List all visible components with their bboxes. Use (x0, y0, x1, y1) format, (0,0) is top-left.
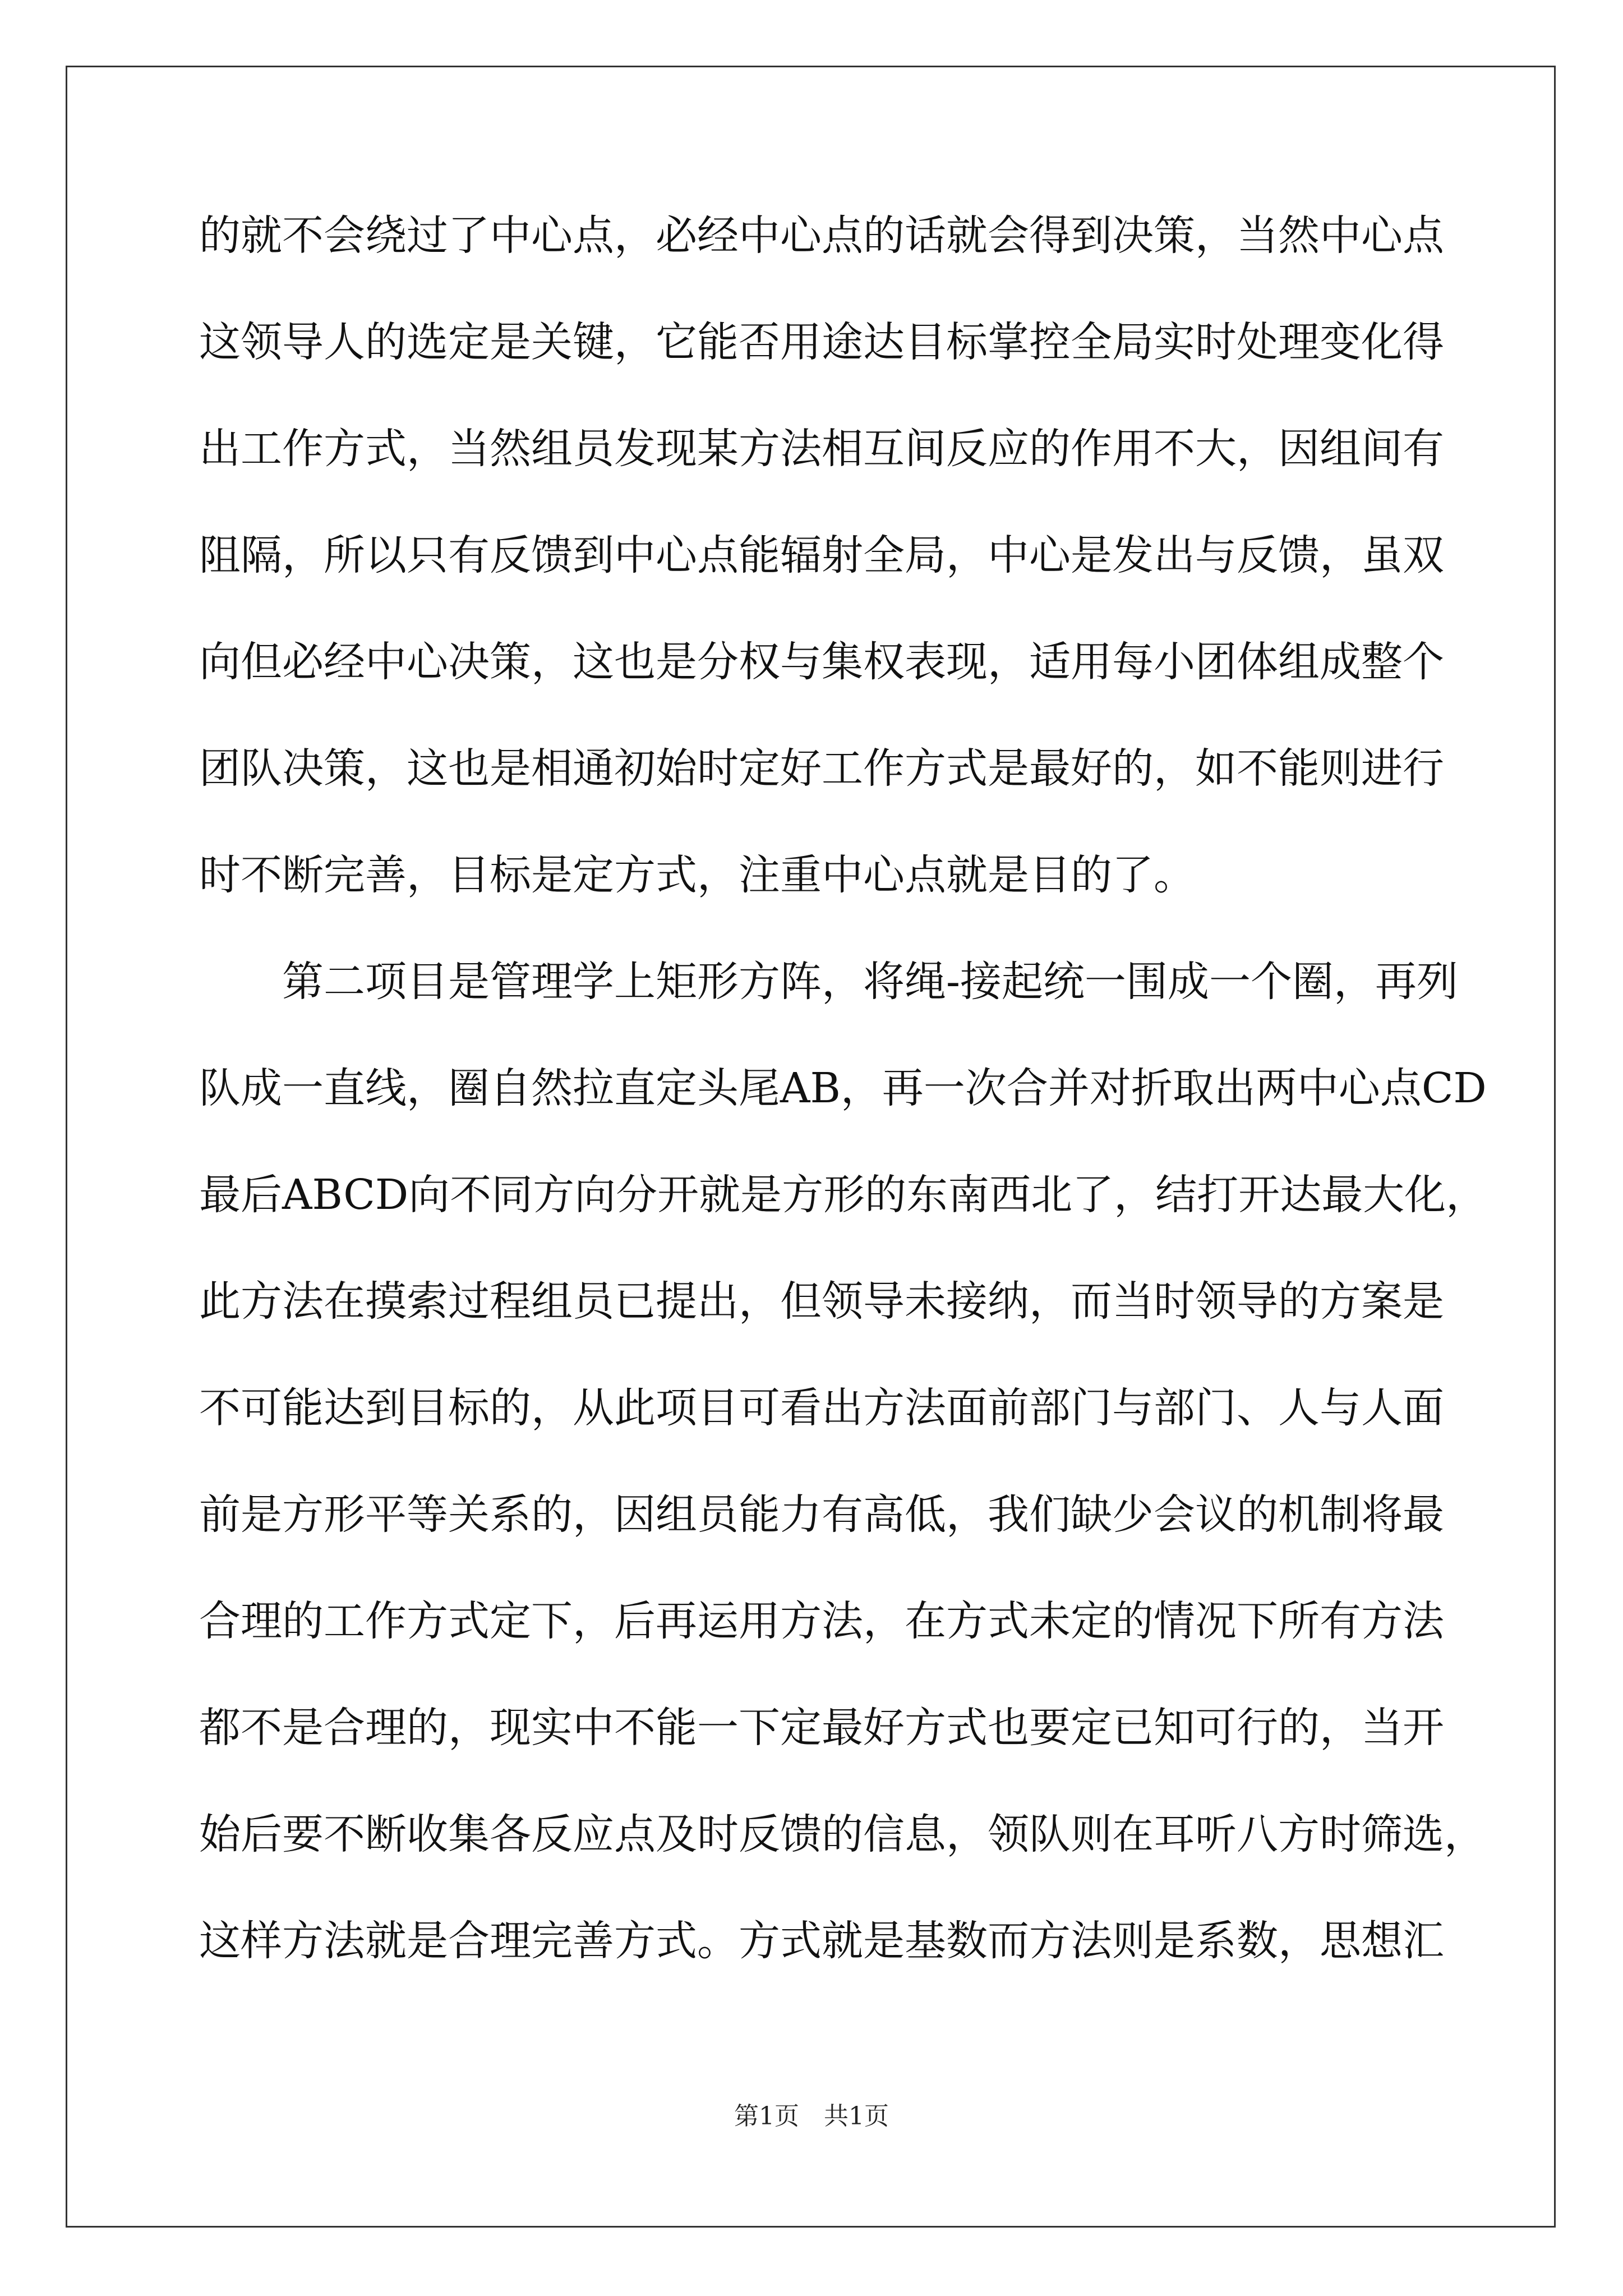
text-line: 出工作方式，当然组员发现某方法相互间反应的作用不大，因组间有 (199, 425, 1444, 473)
page-footer (0, 2100, 1623, 2133)
text-line: 团队决策，这也是相通初始时定好工作方式是最好的，如不能则进行 (199, 744, 1444, 793)
text-line: 不可能达到目标的，从此项目可看出方法面前部门与部门、人与人面 (199, 1384, 1444, 1432)
text-line: 合理的工作方式定下，后再运用方法，在方式未定的情况下所有方法 (199, 1597, 1444, 1645)
text-line: 的就不会绕过了中心点，必经中心点的话就会得到决策，当然中心点 (199, 211, 1444, 260)
text-line: 队成一直线，圈自然拉直定头尾AB，再一次合并对折取出两中心点CD (199, 1064, 1487, 1112)
page-frame (66, 66, 1556, 2228)
text-line: 前是方形平等关系的，因组员能力有高低，我们缺少会议的机制将最 (199, 1490, 1444, 1539)
text-line: 最后ABCD向不同方向分开就是方形的东南西北了，结打开达最大化， (199, 1171, 1488, 1219)
text-line: 向但必经中心决策，这也是分权与集权表现，适用每小团体组成整个 (199, 638, 1444, 686)
page-number: 第1页 共1页 (734, 2102, 889, 2131)
text-line: 这样方法就是合理完善方式。方式就是基数而方法则是系数，思想汇 (199, 1917, 1444, 1965)
text-line: 始后要不断收集各反应点及时反馈的信息，领队则在耳听八方时筛选， (199, 1810, 1486, 1858)
text-line: 都不是合理的，现实中不能一下定最好方式也要定已知可行的，当开 (199, 1704, 1444, 1752)
text-line: 阻隔，所以只有反馈到中心点能辐射全局，中心是发出与反馈，虽双 (199, 531, 1444, 579)
text-line: 时不断完善，目标是定方式，注重中心点就是目的了。 (199, 851, 1195, 899)
text-line: 此方法在摸索过程组员已提出，但领导未接纳，而当时领导的方案是 (199, 1277, 1444, 1326)
text-line: 第二项目是管理学上矩形方阵，将绳-接起统一围成一个圈，再列 (282, 958, 1459, 1006)
text-line: 这领导人的选定是关键，它能否用途达目标掌控全局实时处理变化得 (199, 318, 1444, 366)
